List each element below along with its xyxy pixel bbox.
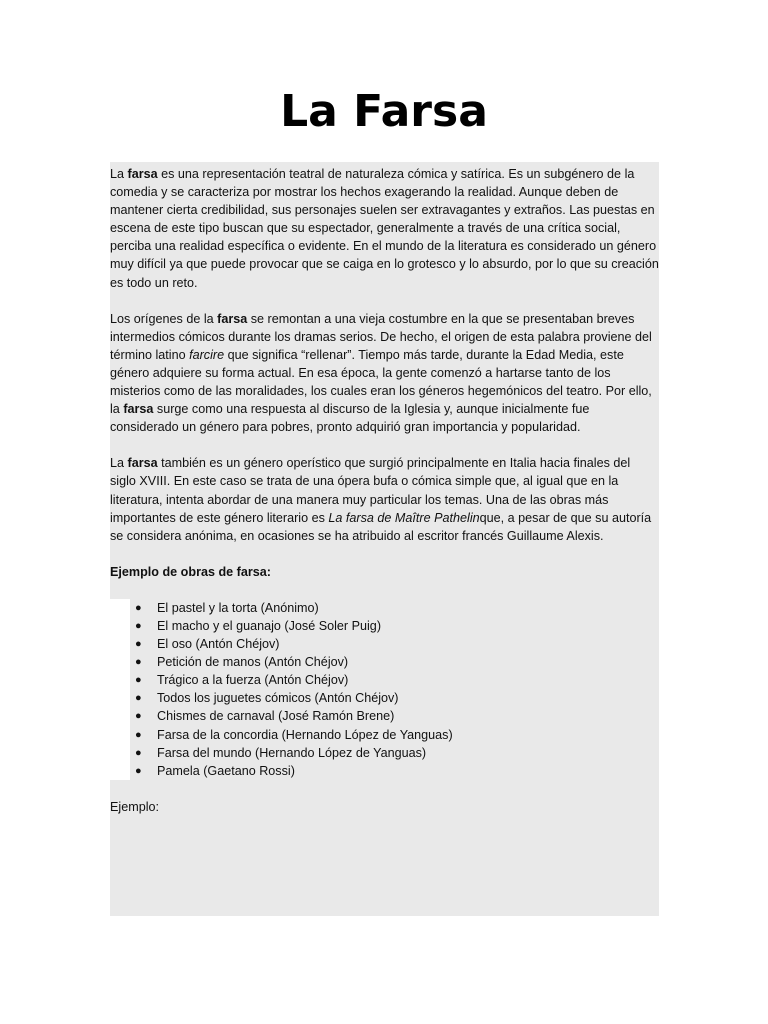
example-label: Ejemplo: — [110, 799, 159, 814]
list-item — [110, 689, 659, 707]
text-run: surge como una respuesta al discurso de la Iglesia y, aunque inicialmente fue considerado un género para pobres, pronto adquirió gran importancia y popularidad. — [110, 402, 590, 435]
bullet-icon: ● — [135, 746, 142, 759]
list-item-text: El macho y el guanajo (José Soler Puig) — [157, 618, 382, 633]
list-item — [110, 762, 659, 780]
bullet-icon: ● — [135, 674, 142, 687]
list-item — [110, 744, 659, 762]
bullet-icon: ● — [135, 728, 142, 741]
bullet-icon: ● — [135, 601, 142, 614]
list-item-text: Pamela (Gaetano Rossi) — [157, 763, 295, 778]
paragraph-opera — [110, 454, 659, 544]
list-item — [110, 617, 659, 635]
bold-term: farsa — [217, 311, 248, 326]
bullet-icon: ● — [135, 692, 142, 705]
list-item-text: El oso (Antón Chéjov) — [157, 637, 280, 652]
italic-term: farcire — [189, 347, 225, 362]
text-run: que, a pesar de que su autoría se considera anónima, en ocasiones se ha atribuido al escritor francés Guillaume Alexis. — [110, 510, 652, 543]
text-run: es una representación teatral de naturaleza cómica y satírica. Es un subgénero de la comedia y se caracteriza por mostrar los hechos exagerando la realidad. Aunque deben de mantener cierta credibilidad, sus personajes suelen ser extravagantes y extraños. Las puestas en escena de este tipo buscan que su espectador, generalmente a través de una crítica social, perciba una realidad específica o evidente. En el mundo de la literatura es considerado un género muy difícil ya que puede provocar que se caiga en lo grotesco y lo absurdo, por lo que su creación es todo un reto. — [110, 167, 659, 290]
list-item — [110, 707, 659, 725]
italic-title: La farsa de Maître Pathelin — [328, 510, 480, 525]
list-item — [110, 653, 659, 671]
paragraph-origins — [110, 310, 659, 437]
list-item — [110, 671, 659, 689]
list-item — [110, 599, 659, 617]
list-item-text: Farsa de la concordia (Hernando López de Yanguas) — [157, 727, 453, 742]
text-run: La — [110, 167, 128, 181]
examples-list-wrapper — [110, 599, 659, 780]
bullet-icon: ● — [135, 619, 142, 632]
examples-heading: Ejemplo de obras de farsa: — [110, 564, 271, 579]
list-item — [110, 635, 659, 653]
text-run: se remontan a una vieja costumbre en la que se presentaban breves intermedios cómicos durante los dramas serios. De hecho, el origen de esta palabra proviene del término latino — [110, 311, 652, 362]
bold-term: farsa — [127, 456, 158, 471]
text-run: La — [110, 456, 128, 471]
bullet-icon: ● — [135, 656, 142, 669]
paragraph-definition — [110, 165, 659, 292]
list-item-text: Petición de manos (Antón Chéjov) — [157, 655, 349, 670]
text-run: que significa “rellenar”. Tiempo más tarde, durante la Edad Media, este género adquiere su forma actual. En esa época, la gente comenzó a hartarse tanto de los misterios como de las moralidades, los cuales eran los géneros hegemónicos del teatro. Por ello, la — [110, 347, 652, 417]
list-item-text: El pastel y la torta (Anónimo) — [157, 600, 319, 615]
text-run: Los orígenes de la — [110, 311, 218, 326]
list-item-text: Farsa del mundo (Hernando López de Yanguas) — [157, 745, 427, 760]
list-item — [110, 726, 659, 744]
list-item-text: Todos los juguetes cómicos (Antón Chéjov) — [157, 691, 399, 706]
list-item-text: Trágico a la fuerza (Antón Chéjov) — [157, 673, 349, 688]
bold-term: farsa — [123, 402, 154, 417]
bold-term: farsa — [127, 167, 158, 181]
examples-heading-paragraph — [110, 563, 659, 581]
document-body — [110, 162, 659, 916]
document-title: La Farsa — [280, 86, 488, 137]
bullet-icon: ● — [135, 638, 142, 651]
bullet-icon: ● — [135, 764, 142, 777]
examples-list — [110, 599, 659, 780]
list-item-text: Chismes de carnaval (José Ramón Brene) — [157, 709, 395, 724]
bullet-icon: ● — [135, 710, 142, 723]
text-run: también es un género operístico que surgió principalmente en Italia hacia finales del siglo XVIII. En este caso se trata de una ópera bufa o cómica simple que, al igual que en la literatura, intenta abordar de una manera muy particular los temas. Una de las obras más importantes de este género literario es — [110, 456, 631, 525]
